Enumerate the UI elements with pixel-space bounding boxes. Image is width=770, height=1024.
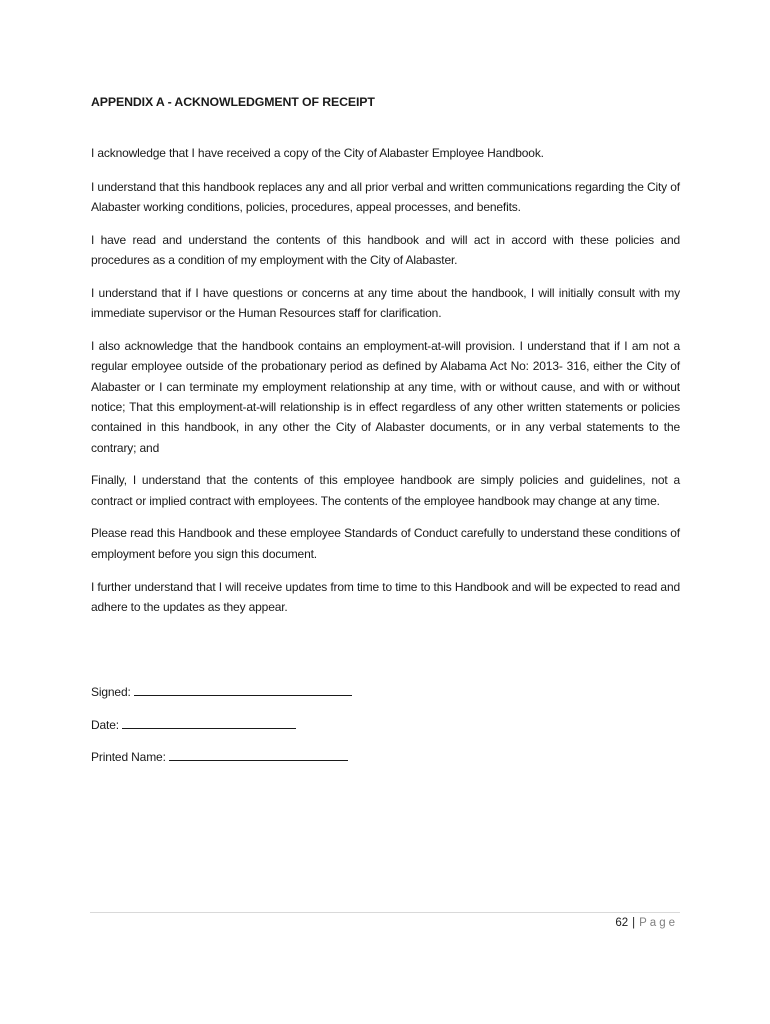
paragraph-standards-of-conduct: Please read this Handbook and these employee Standards of Conduct carefully to understand these conditions of employment before you sign this document. bbox=[91, 526, 680, 561]
paragraph-policies-guidelines: Finally, I understand that the contents of this employee handbook are simply policies and guidelines, not a contract or implied contract with employees. The contents of the employee handbook may change at any time. bbox=[91, 473, 680, 508]
footer-separator: | bbox=[632, 917, 636, 929]
document-body bbox=[91, 95, 680, 630]
signed-label: Signed: bbox=[91, 685, 131, 699]
paragraph-replaces-prior: I understand that this handbook replaces any and all prior verbal and written communications regarding the City of Alabaster working conditions, policies, procedures, appeal processes, and benefits. bbox=[91, 179, 680, 215]
paragraph-receipt: I acknowledge that I have received a copy of the City of Alabaster Employee Handbook. bbox=[91, 146, 544, 160]
signature-block bbox=[91, 682, 352, 780]
paragraph-employment-at-will: I also acknowledge that the handbook contains an employment-at-will provision. I understand that if I am not a regular employee outside of the probationary period as defined by Alabama Act No: 2013- 316, either the City of Alabaster or I can terminate my employment relationship at any time, with or without cause, and with or without notice; That this employment-at-will relationship is in effect regardless of any other written statements or policies contained in this handbook, in any other the City of Alabaster documents, or in any verbal statements to the contrary; and bbox=[91, 339, 680, 455]
signed-row bbox=[91, 682, 352, 702]
paragraph-updates: I further understand that I will receive updates from time to time to this Handbook and will be expected to read and adhere to the updates as they appear. bbox=[91, 579, 680, 614]
date-row bbox=[91, 715, 352, 735]
page-number: 62 bbox=[615, 917, 629, 929]
printed-name-label: Printed Name: bbox=[91, 750, 166, 764]
page-word: Page bbox=[639, 917, 678, 929]
paragraph-questions: I understand that if I have questions or concerns at any time about the handbook, I will initially consult with my immediate supervisor or the Human Resources staff for clarification. bbox=[91, 285, 680, 321]
date-blank-line[interactable] bbox=[122, 715, 296, 729]
signed-blank-line[interactable] bbox=[134, 682, 352, 696]
page-footer bbox=[615, 915, 678, 931]
document-title: APPENDIX A - ACKNOWLEDGMENT OF RECEIPT bbox=[91, 95, 375, 109]
date-label: Date: bbox=[91, 717, 119, 732]
paragraph-read-understand: I have read and understand the contents of this handbook and will act in accord with these policies and procedures as a condition of my employment with the City of Alabaster. bbox=[91, 232, 680, 268]
printed-name-row bbox=[91, 747, 352, 767]
printed-name-blank-line[interactable] bbox=[169, 747, 348, 761]
footer-divider bbox=[90, 912, 680, 913]
